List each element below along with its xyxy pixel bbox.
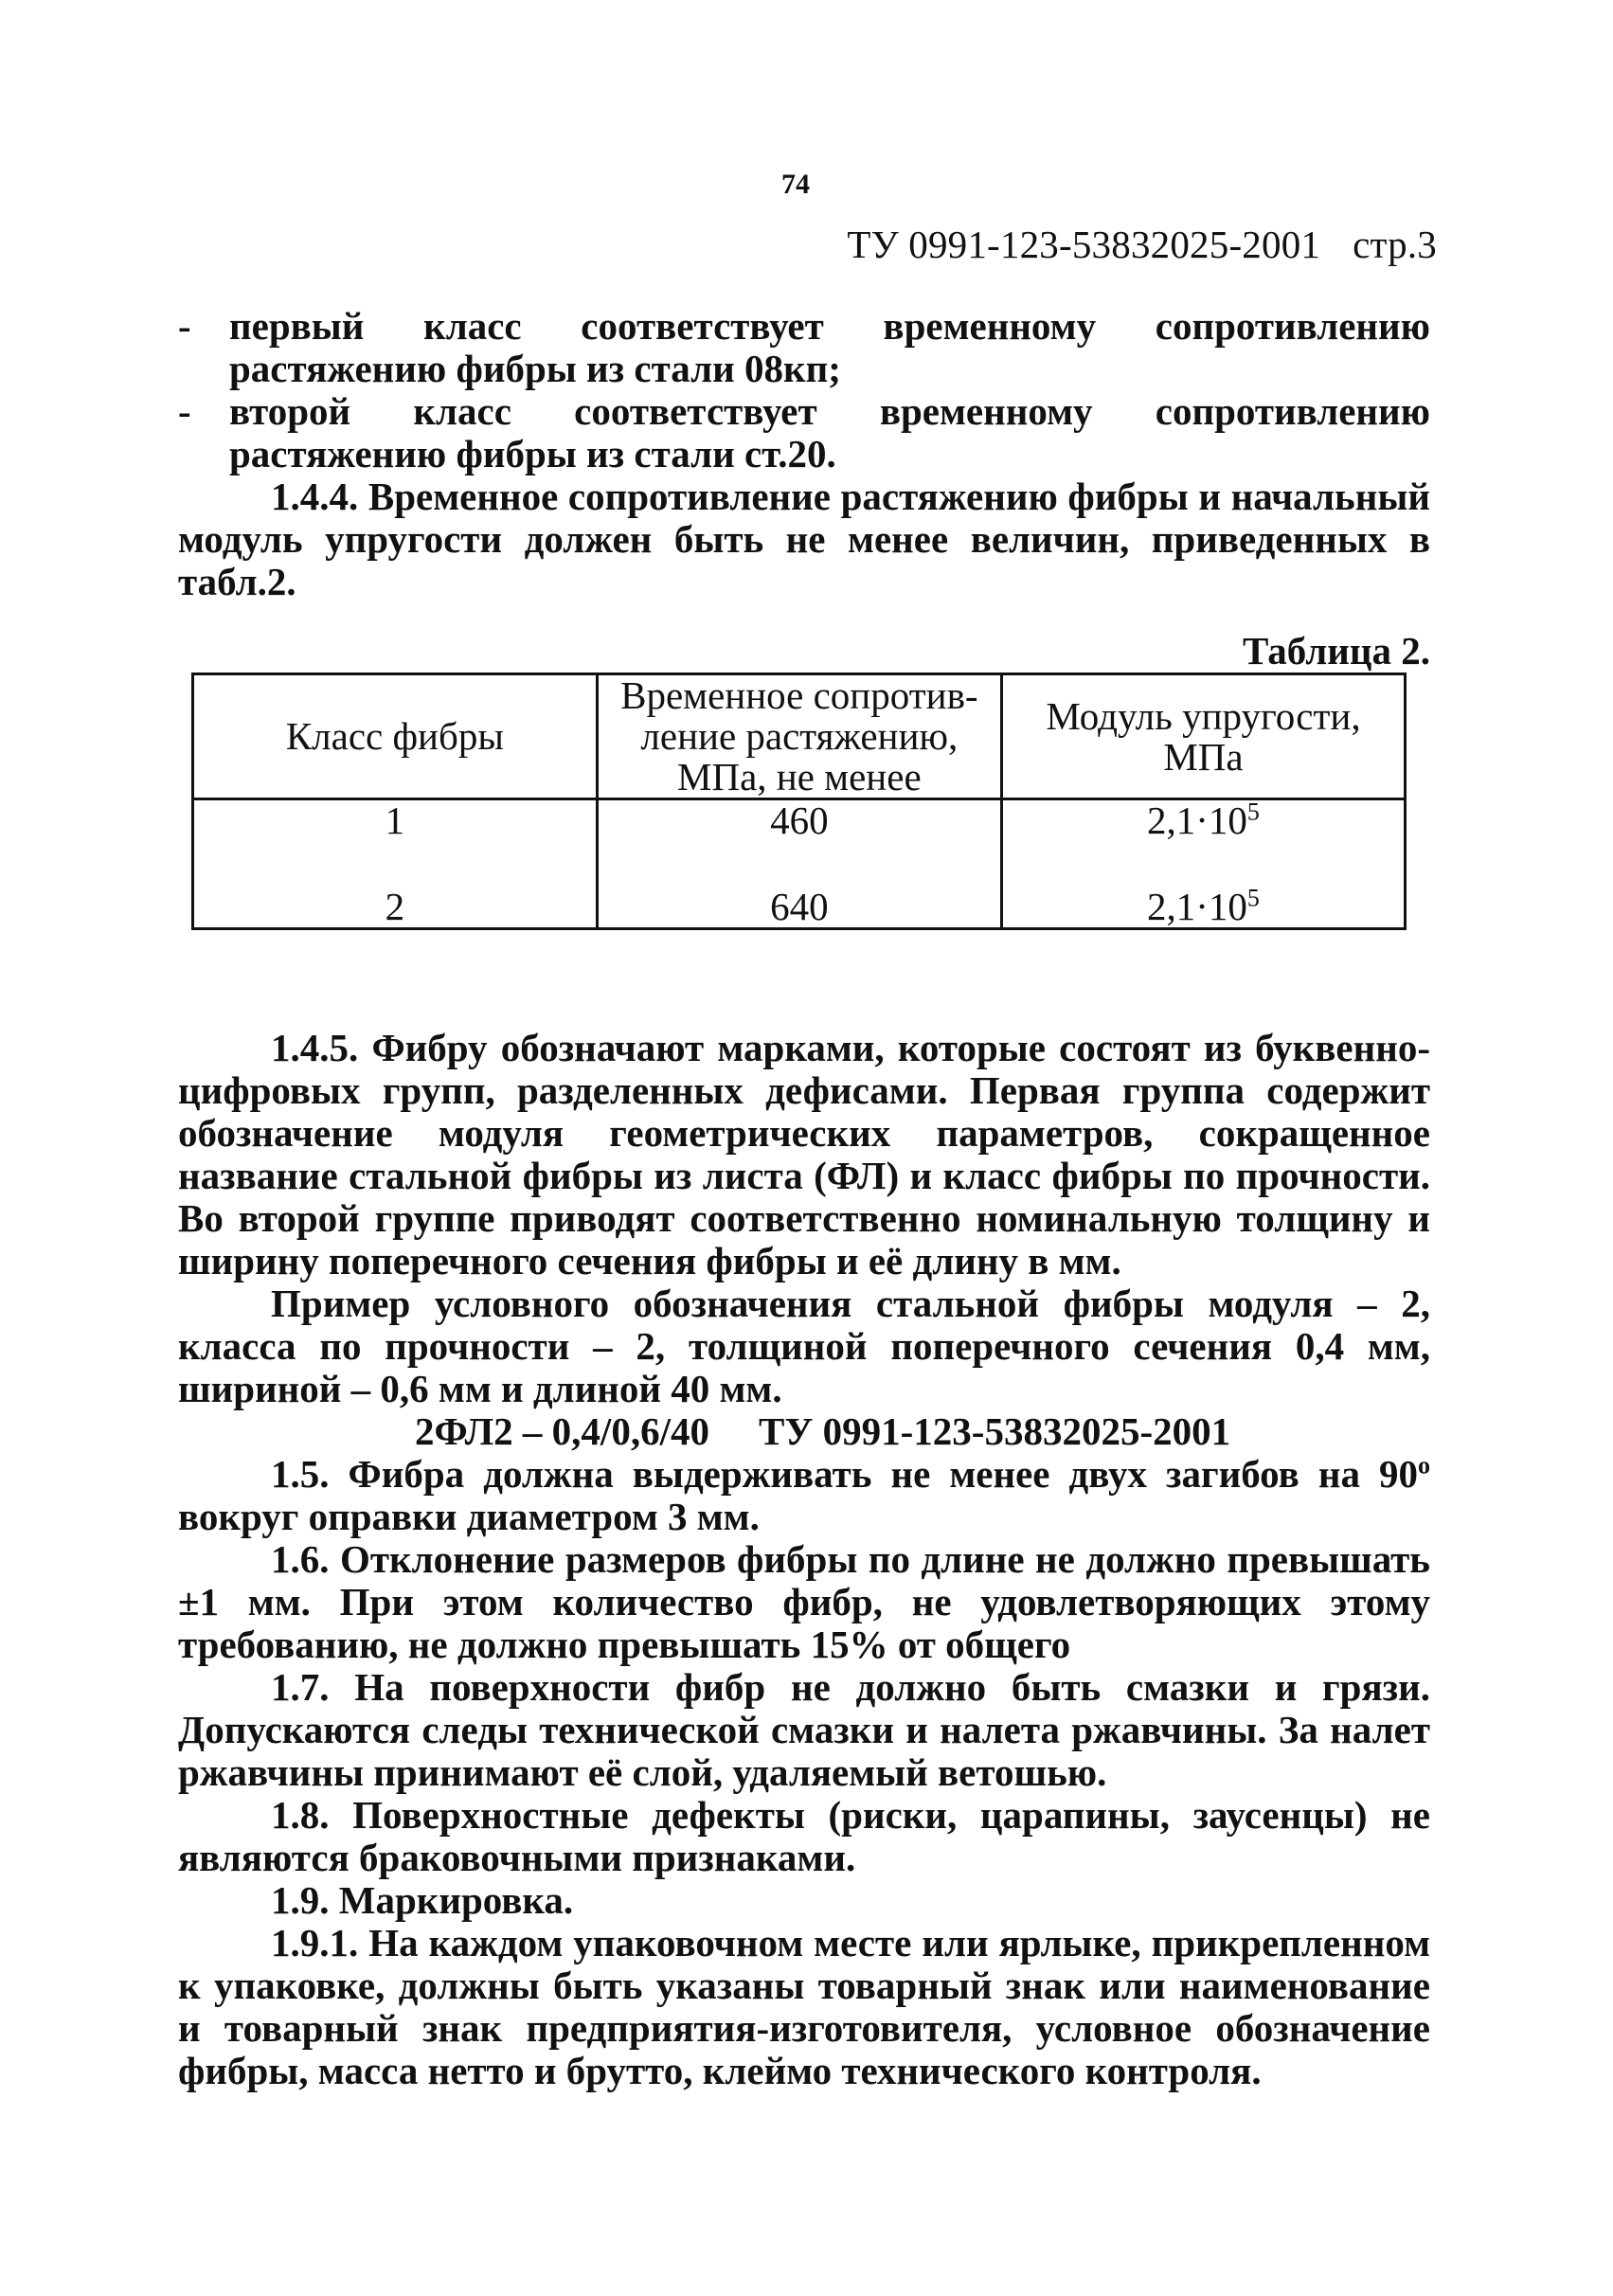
table-cell: 2 [193, 842, 598, 929]
document-body [178, 305, 1430, 2092]
modulus-base: 2,1·10 [1147, 885, 1247, 928]
table-row [193, 842, 1406, 929]
dash-marker: - [178, 389, 191, 433]
paragraph-example: Пример условного обозначения стальной фибры модуля – 2, класса по прочности – 2, толщиной поперечного сечения 0,4 мм, шириной – 0,6 мм и длиной 40 мм. [178, 1282, 1430, 1410]
degree-sign: о [1418, 1451, 1430, 1480]
paragraph-1-5 [178, 1453, 1430, 1538]
table-cell: 460 [597, 799, 1001, 843]
table-cell: 640 [597, 842, 1001, 929]
example-mark: 2ФЛ2 – 0,4/0,6/40 [415, 1409, 709, 1453]
list-item-text: первый класс соответствует временному сопротивлению растяжению фибры из стали 08кп; [229, 304, 1430, 390]
paragraph-1-7: 1.7. На поверхности фибр не должно быть смазки и грязи. Допускаются следы технической смазки и налета ржавчины. За налет ржавчины принимают её слой, удаляемый ветошью. [178, 1665, 1430, 1794]
document-header [847, 222, 1437, 267]
list-item [178, 305, 1430, 390]
paragraph-1-4-4: 1.4.4. Временное сопротивление растяжению фибры и начальный модуль упругости должен быть не менее величин, приведенных в табл.2. [178, 475, 1430, 603]
table-cell [1001, 799, 1405, 843]
paragraph-1-9-1: 1.9.1. На каждом упаковочном месте или ярлыке, прикрепленном к упаковке, должны быть указаны товарный знак или наименование и товарный знак предприятия-изготовителя, условное обозначение фибры, масса нетто и брутто, клеймо технического контроля. [178, 1921, 1430, 2092]
paragraph-1-6: 1.6. Отклонение размеров фибры по длине не должно превышать ±1 мм. При этом количество фибр, не удовлетворяющих этому требованию, не должно превышать 15% от общего [178, 1537, 1430, 1666]
table-row [193, 799, 1406, 843]
paragraph-1-5-text: 1.5. Фибра должна выдерживать не менее двух загибов на 90 [271, 1452, 1418, 1496]
doc-page-label: стр.3 [1353, 223, 1437, 266]
modulus-exponent: 5 [1246, 884, 1260, 912]
list-item [178, 390, 1430, 475]
modulus-exponent: 5 [1246, 798, 1260, 826]
properties-table [191, 673, 1407, 930]
modulus-base: 2,1·10 [1147, 798, 1247, 842]
column-header: Модуль упругости, МПа [1001, 674, 1405, 799]
page-number: 74 [781, 169, 810, 200]
paragraph-1-8: 1.8. Поверхностные дефекты (риски, царапины, заусенцы) не являются браковочными признаками. [178, 1793, 1430, 1879]
table-cell [1001, 842, 1405, 929]
table-header-row [193, 674, 1406, 799]
column-header: Класс фибры [193, 674, 598, 799]
list-item-text: второй класс соответствует временному сопротивлению растяжению фибры из стали ст.20. [229, 389, 1430, 475]
table-caption: Таблица 2. [1242, 629, 1430, 673]
example-tu: ТУ 0991-123-53832025-2001 [758, 1409, 1231, 1453]
dash-marker: - [178, 304, 191, 348]
example-designation [178, 1410, 1430, 1453]
paragraph-1-9: 1.9. Маркировка. [271, 1878, 574, 1922]
column-header: Временное сопротив-ление растяжению, МПа, не менее [597, 674, 1001, 799]
paragraph-1-4-5: 1.4.5. Фибру обозначают марками, которые состоят из буквенно-цифровых групп, разделенных дефисами. Первая группа содержит обозначение модуля геометрических параметров, сокращенное название стальной фибры из листа (ФЛ) и класс фибры по прочности. Во второй группе приводят соответственно номинальную толщину и ширину поперечного сечения фибры и её длину в мм. [178, 1026, 1430, 1283]
doc-code: ТУ 0991-123-53832025-2001 [847, 223, 1321, 266]
table-cell: 1 [193, 799, 598, 843]
paragraph-1-5-rest: вокруг оправки диаметром 3 мм. [178, 1495, 760, 1538]
